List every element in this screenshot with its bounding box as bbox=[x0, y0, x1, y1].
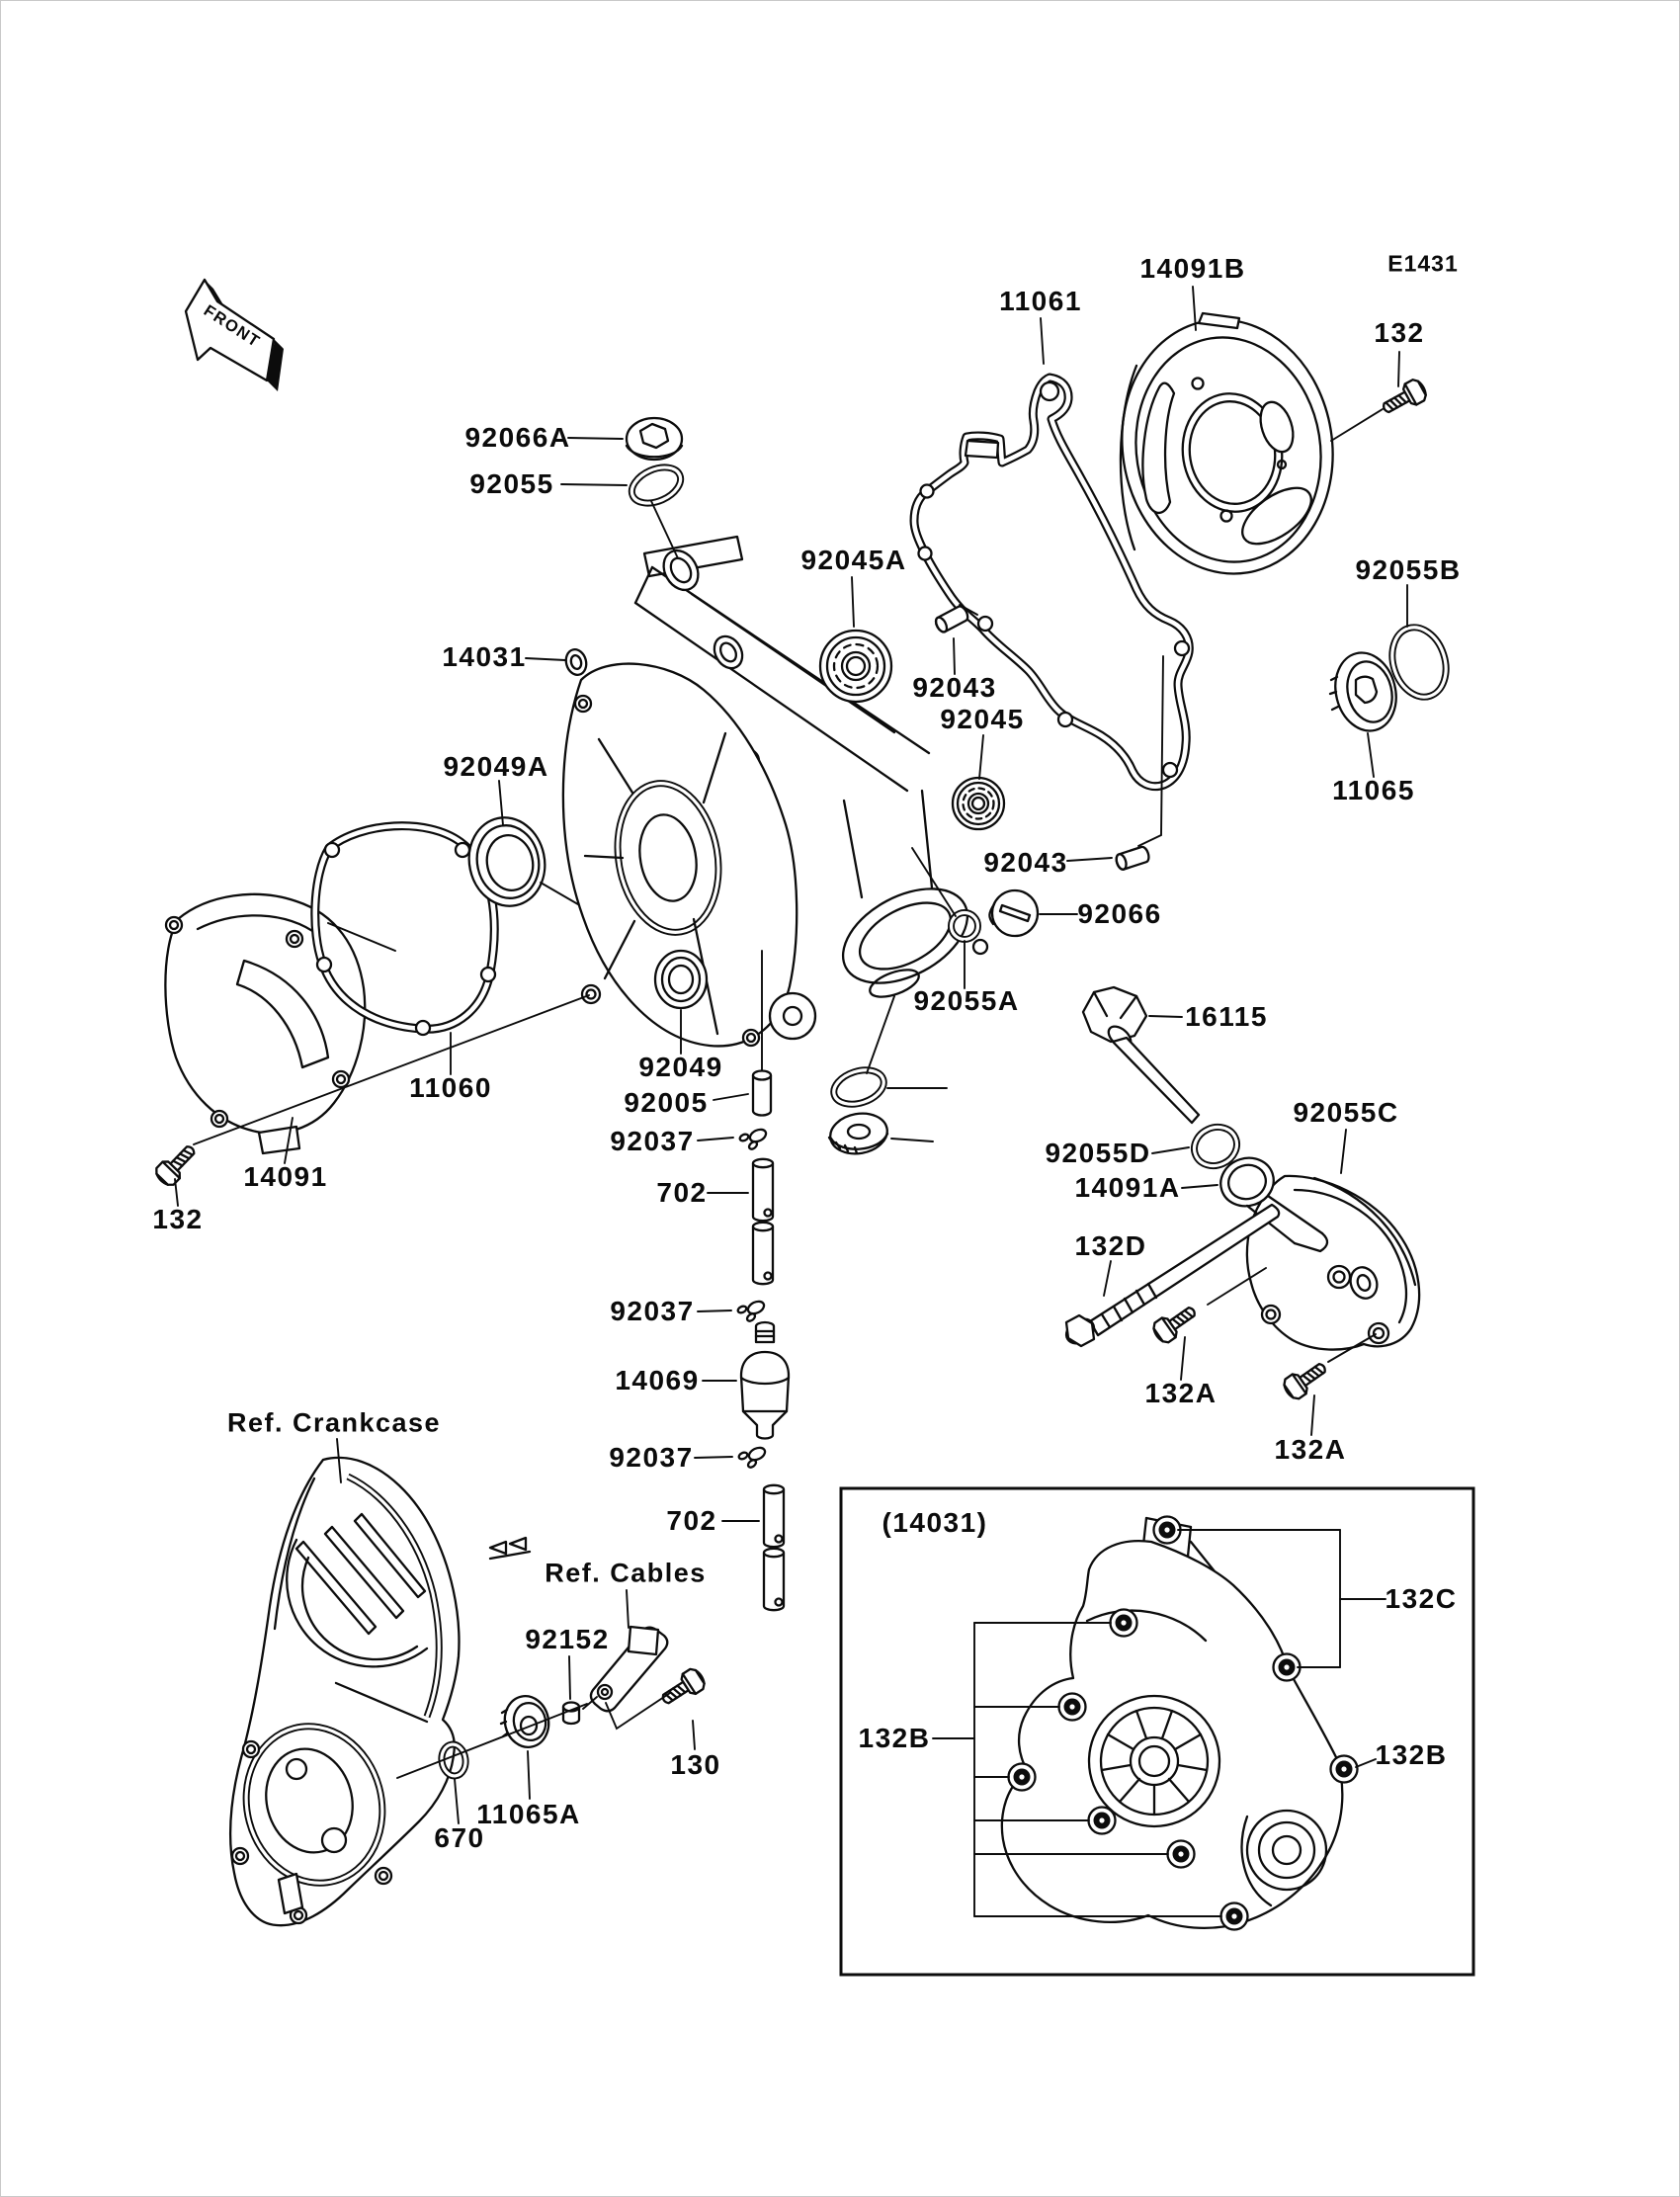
pin-92005 bbox=[753, 1071, 771, 1116]
part-label-132-top: 132 bbox=[1374, 317, 1425, 348]
part-label-11065A: 11065A bbox=[476, 1799, 581, 1829]
part-label-92045: 92045 bbox=[940, 704, 1025, 734]
part-label-92049: 92049 bbox=[638, 1052, 723, 1082]
part-label-92043-1: 92043 bbox=[912, 672, 997, 703]
part-label-14091B: 14091B bbox=[1139, 253, 1246, 284]
ref-label-cables: Ref. Cables bbox=[545, 1558, 707, 1588]
part-label-92055B: 92055B bbox=[1355, 554, 1462, 585]
engine-cover-14031 bbox=[563, 537, 987, 1046]
part-label-92037-1: 92037 bbox=[610, 1126, 695, 1156]
part-label-16115: 16115 bbox=[1185, 1001, 1268, 1032]
dipstick-16115 bbox=[1083, 987, 1199, 1123]
part-label-132D: 132D bbox=[1074, 1230, 1147, 1261]
part-label-92037-3: 92037 bbox=[609, 1442, 694, 1473]
bearing-92045 bbox=[953, 778, 1004, 829]
part-label-92055C: 92055C bbox=[1293, 1097, 1399, 1128]
ref-label-crankcase: Ref. Crankcase bbox=[226, 1407, 442, 1438]
dowel-92043-2 bbox=[1115, 846, 1150, 871]
part-label-11060: 11060 bbox=[409, 1072, 492, 1103]
part-label-132-left: 132 bbox=[152, 1204, 204, 1234]
part-label-92043-2: 92043 bbox=[983, 847, 1068, 878]
part-label-132C: 132C bbox=[1385, 1583, 1458, 1614]
cover-92055C bbox=[1247, 1176, 1419, 1350]
part-label-92037-2: 92037 bbox=[610, 1296, 695, 1326]
part-label-14091A: 14091A bbox=[1074, 1172, 1181, 1203]
front-arrow-icon bbox=[186, 280, 284, 391]
inset-cover-14031 bbox=[1002, 1517, 1358, 1930]
part-label-92055A: 92055A bbox=[913, 985, 1020, 1016]
tube-702-2a bbox=[764, 1485, 784, 1547]
part-label-11061: 11061 bbox=[999, 286, 1082, 316]
dowel-92043-1 bbox=[934, 605, 970, 634]
clip-92037-2 bbox=[737, 1299, 766, 1322]
bolt-132a-1 bbox=[1150, 1301, 1201, 1346]
bolt-132-left bbox=[152, 1141, 201, 1189]
cap-92066 bbox=[989, 890, 1038, 936]
front-arrow-text: FRONT bbox=[200, 301, 264, 352]
cover-plate-14091B bbox=[1104, 304, 1351, 589]
inset-group-label: (14031) bbox=[882, 1507, 988, 1538]
cap-92066A-2 bbox=[827, 1109, 890, 1157]
part-label-132A-2: 132A bbox=[1274, 1434, 1347, 1465]
part-label-92066: 92066 bbox=[1077, 898, 1162, 929]
clip-92037-1 bbox=[739, 1127, 768, 1150]
part-label-702-2: 702 bbox=[666, 1505, 717, 1536]
oring-92055-1 bbox=[627, 461, 687, 510]
part-label-92152: 92152 bbox=[525, 1624, 610, 1654]
crankcase-drawing bbox=[229, 1458, 530, 1925]
bolt-130 bbox=[657, 1666, 708, 1711]
cap-92066A-1 bbox=[627, 418, 682, 460]
oring-92055-2 bbox=[829, 1064, 887, 1111]
part-label-14091: 14091 bbox=[243, 1161, 328, 1192]
part-label-92049A: 92049A bbox=[443, 751, 549, 782]
part-label-130: 130 bbox=[670, 1749, 721, 1780]
cap-11065A bbox=[500, 1692, 553, 1751]
bolt-132a-2 bbox=[1281, 1357, 1331, 1402]
part-label-132B-right: 132B bbox=[1375, 1739, 1448, 1770]
breather-14069 bbox=[741, 1322, 789, 1439]
tube-702-1b bbox=[753, 1223, 773, 1284]
tube-702-2b bbox=[764, 1549, 784, 1610]
part-label-92045A: 92045A bbox=[800, 545, 907, 575]
part-label-132A-1: 132A bbox=[1144, 1378, 1218, 1408]
part-label-132B-left: 132B bbox=[858, 1723, 931, 1753]
cover-14091 bbox=[165, 894, 365, 1153]
sheet-code: E1431 bbox=[1387, 250, 1459, 277]
part-label-92055D: 92055D bbox=[1045, 1138, 1151, 1168]
inset-box bbox=[841, 1488, 1473, 1975]
part-label-92055-1: 92055 bbox=[469, 468, 554, 499]
tube-702-1a bbox=[753, 1159, 773, 1221]
part-label-702-1: 702 bbox=[656, 1177, 708, 1208]
clip-92037-3 bbox=[738, 1445, 767, 1469]
part-label-92066A-1: 92066A bbox=[464, 422, 571, 453]
part-label-11065: 11065 bbox=[1332, 775, 1415, 805]
seal-92049 bbox=[655, 951, 707, 1008]
part-label-14031: 14031 bbox=[442, 641, 527, 672]
bolt-132-top bbox=[1379, 377, 1429, 419]
bearing-92045A bbox=[820, 631, 891, 702]
part-label-670: 670 bbox=[434, 1822, 485, 1853]
part-label-14069: 14069 bbox=[615, 1365, 700, 1395]
part-label-92005: 92005 bbox=[624, 1087, 709, 1118]
